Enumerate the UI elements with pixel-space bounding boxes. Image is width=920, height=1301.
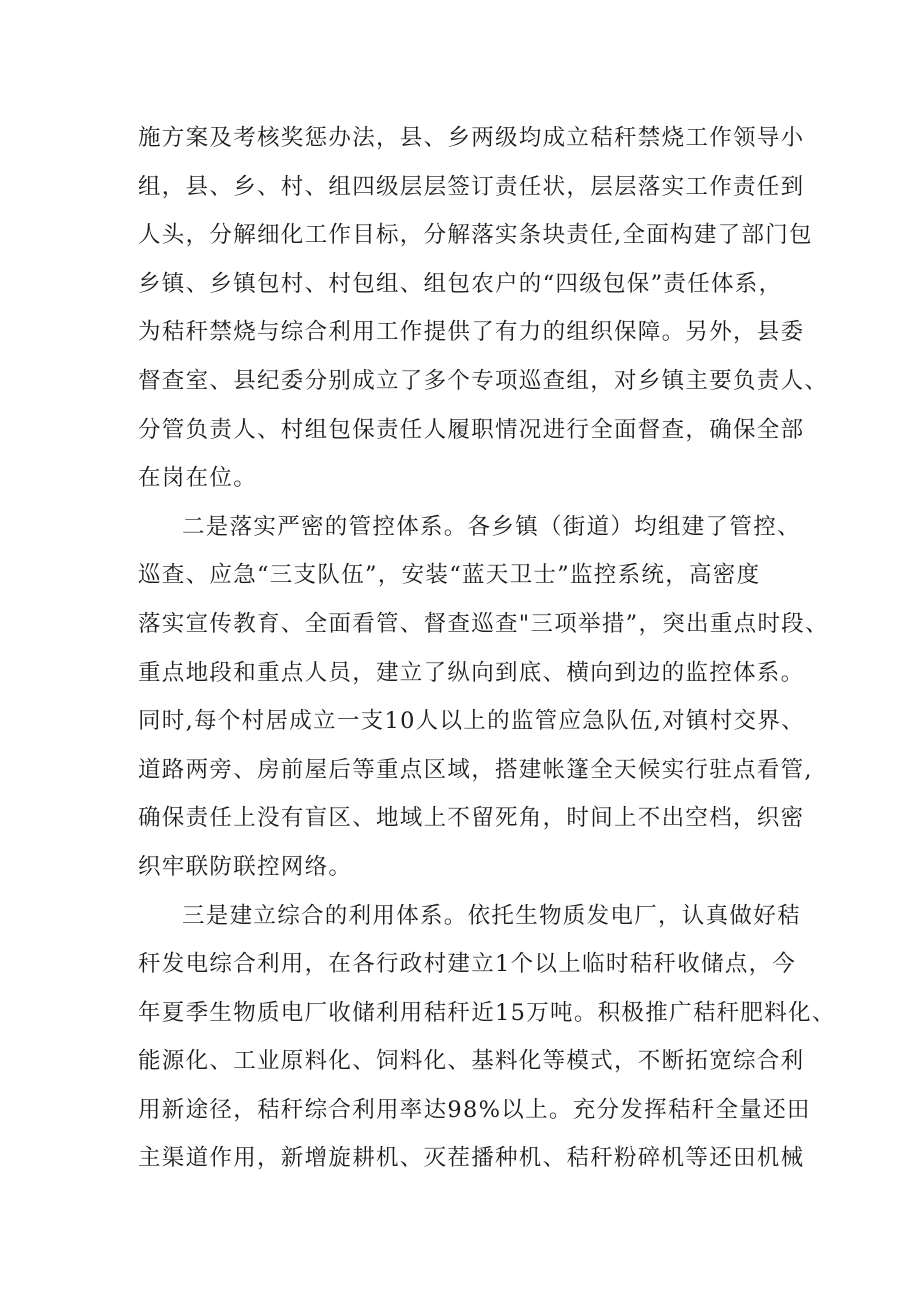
text-line: 主渠道作用，新增旋耕机、灭茬播种机、秸秆粉碎机等还田机械	[138, 1145, 805, 1172]
text-line: 秆发电综合利用，在各行政村建立1个以上临时秸秆收储点，今	[138, 951, 797, 978]
text-line: 施方案及考核奖惩办法，县、乡两级均成立秸秆禁烧工作领导小	[138, 125, 805, 151]
text-line: 织牢联防联控网络。	[138, 853, 353, 880]
text-line: 督查室、县纪委分别成立了多个专项巡查组，对乡镇主要负责人、	[138, 367, 829, 394]
text-line: 分管负责人、村组包保责任人履职情况进行全面督查，确保全部	[138, 416, 805, 443]
paragraph-start-line: 二是落实严密的管控体系。各乡镇（街道）均组建了管控、	[182, 513, 801, 540]
document-body	[138, 114, 836, 1183]
text-line: 为秸秆禁烧与综合利用工作提供了有力的组织保障。另外，县委	[138, 319, 805, 346]
text-line: 年夏季生物质电厂收储利用秸秆近15万吨。积极推广秸秆肥料化、	[138, 999, 836, 1026]
text-line: 能源化、工业原料化、饲料化、基料化等模式，不断拓宽综合利	[138, 1048, 805, 1075]
text-line: 用新途径，秸秆综合利用率达98%以上。充分发挥秸秆全量还田	[138, 1096, 811, 1123]
text-line: 组，县、乡、村、组四级层层签订责任状，层层落实工作责任到	[138, 173, 805, 200]
text-line: 在岗在位。	[138, 465, 258, 492]
text-line: 乡镇、乡镇包村、村包组、组包农户的“四级包保”责任体系，	[138, 270, 783, 297]
text-line: 重点地段和重点人员，建立了纵向到底、横向到边的监控体系。	[138, 659, 805, 686]
text-line: 巡查、应急“三支队伍”，安装“蓝天卫士”监控系统，高密度	[138, 562, 761, 589]
text-line: 同时,每个村居成立一支10人以上的监管应急队伍,对镇村交界、	[138, 708, 805, 735]
text-line: 道路两旁、房前屋后等重点区域，搭建帐篷全天候实行驻点看管,	[138, 756, 813, 783]
paragraph-start-line: 三是建立综合的利用体系。依托生物质发电厂，认真做好秸	[182, 902, 801, 929]
text-line: 落实宣传教育、全面看管、督查巡查"三项举措”，突出重点时段、	[138, 610, 829, 637]
text-line: 人头，分解细化工作目标，分解落实条块责任,全面构建了部门包	[138, 222, 813, 249]
text-line: 确保责任上没有盲区、地域上不留死角，时间上不出空档，织密	[138, 805, 805, 832]
